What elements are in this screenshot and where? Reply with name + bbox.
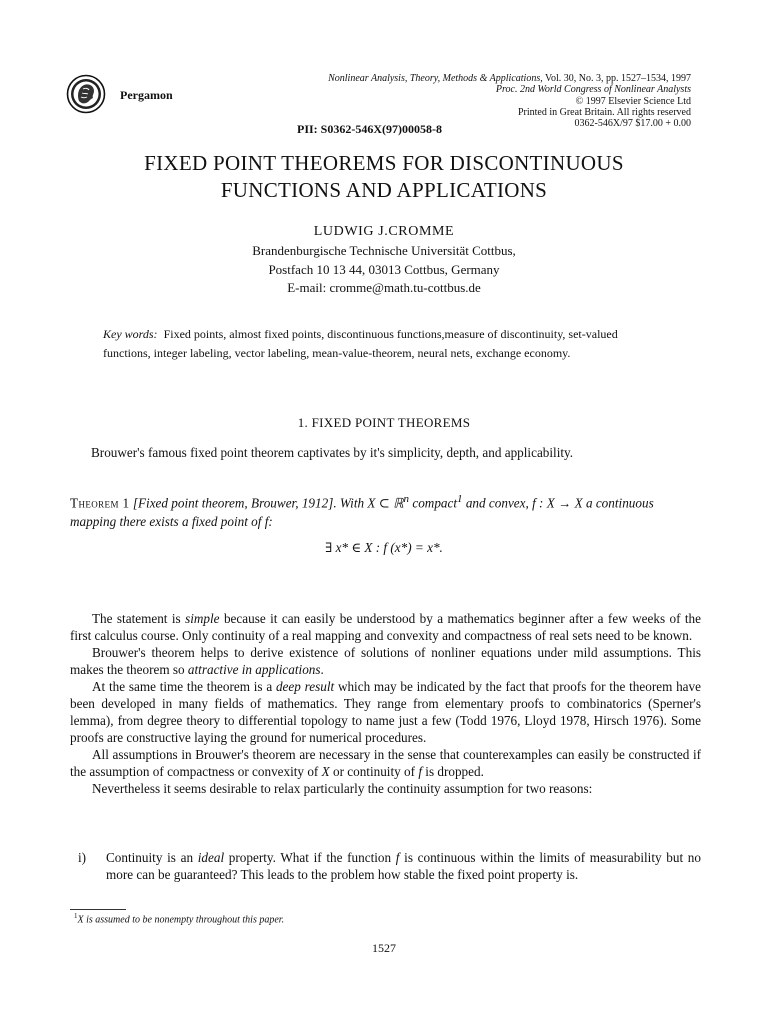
paragraph-4-text-c: is dropped. xyxy=(421,764,484,779)
affiliation-line-1: Brandenburgische Technische Universität Cottbus, xyxy=(252,243,516,258)
list-item-text-b: property. What if the function xyxy=(224,850,396,865)
title-line-1: FIXED POINT THEOREMS FOR DISCONTINUOUS xyxy=(144,151,624,175)
paragraph-4-symbol-x: X xyxy=(321,764,330,779)
paragraph-2 xyxy=(70,644,701,678)
journal-name: Nonlinear Analysis, Theory, Methods & Applications xyxy=(328,73,541,84)
paragraph-5: Nevertheless it seems desirable to relax particularly the continuity assumption for two reasons: xyxy=(92,781,593,796)
paragraph-1-emphasis: simple xyxy=(185,611,220,626)
section-title: 1. FIXED POINT THEOREMS xyxy=(297,415,471,430)
keywords xyxy=(103,325,668,362)
paragraph-4-symbol-f: f xyxy=(418,764,422,779)
paragraph-3-text-b: which may be indicated by the fact that proofs for the theorem have been developed in many fields of mathematics. They range from elementary proofs to combinatorics (Sperner's lemma), from degree theory to differential topology to name just a few (Todd 1976, Lloyd 1978, Hirsch 1976). Some proofs are constructive laying the ground for numerical procedures. xyxy=(70,679,701,745)
footnote-divider xyxy=(70,909,126,910)
footnote-mark: 1 xyxy=(74,912,78,920)
paragraph-4-text-b: or continuity of xyxy=(329,764,419,779)
body-text xyxy=(70,610,701,797)
list-item-symbol-f: f xyxy=(395,850,400,865)
keywords-label: Key words: xyxy=(103,327,158,341)
proceedings-line: Proc. 2nd World Congress of Nonlinear Analysts xyxy=(495,84,691,96)
price-line: 0362-546X/97 $17.00 + 0.00 xyxy=(574,118,691,130)
author-affiliation xyxy=(70,242,698,298)
pergamon-logo-icon xyxy=(66,74,106,114)
list-item xyxy=(78,849,701,883)
paragraph-2-emphasis: attractive in applications xyxy=(187,662,321,677)
printed-line: Printed in Great Britain. All rights reserved xyxy=(517,106,691,118)
footnote-text: X is assumed to be nonempty throughout this paper. xyxy=(77,914,285,926)
author-email: E-mail: cromme@math.tu-cottbus.de xyxy=(287,280,481,295)
affiliation-line-2: Postfach 10 13 44, 03013 Cottbus, Germany xyxy=(268,261,500,277)
theorem-superscript: n xyxy=(403,493,410,505)
list-item-text-a: Continuity is an xyxy=(106,850,198,865)
pii-identifier: PII: S0362-546X(97)00058-8 xyxy=(297,122,442,136)
theorem-formula: ∃ x* ∈ X : f (x*) = x*. xyxy=(325,540,443,555)
publisher-name: Pergamon xyxy=(120,88,173,102)
list-item-emphasis: ideal xyxy=(197,850,225,865)
theorem-text-c: and convex, f : X → X a continuous mapping there exists a fixed point of f: xyxy=(70,495,654,529)
paragraph-2-text-b: . xyxy=(320,662,324,677)
keywords-text: Fixed points, almost fixed points, discontinuous functions,measure of discontinuity, set-valued functions, integer labeling, vector labeling, mean-value-theorem, neural nets, exchange economy. xyxy=(103,327,618,360)
author-name: LUDWIG J.CROMME xyxy=(313,224,455,239)
paragraph-1 xyxy=(70,610,701,644)
list-item-text-c: is continuous within the limits of measurability but no more can be guaranteed? This leads to the problem how stable the fixed point property is. xyxy=(106,850,701,882)
paragraph-1-text-b: because it can easily be understood by a mathematics beginner after a few weeks of the first calculus course. Only continuity of a real mapping and convexity and compactness of real sets need to be known. xyxy=(70,611,701,643)
page-number: 1527 xyxy=(372,941,396,955)
paragraph-4 xyxy=(70,746,701,780)
journal-citation xyxy=(231,73,691,84)
theorem-text-b: compact xyxy=(409,495,458,511)
footnote-reference: 1 xyxy=(457,493,463,505)
paragraph-4-text-a: All assumptions in Brouwer's theorem are necessary in the sense that counterexamples can easily be constructed if the assumption of compactness or convexity of xyxy=(70,747,701,779)
footnote xyxy=(74,912,284,925)
paragraph-3-emphasis: deep result xyxy=(275,679,335,694)
theorem-label: Theorem 1 xyxy=(70,495,130,511)
list-item-text xyxy=(78,849,701,883)
section-intro: Brouwer's famous fixed point theorem captivates by it's simplicity, depth, and applicability. xyxy=(91,445,574,460)
copyright-line: © 1997 Elsevier Science Ltd xyxy=(575,95,691,107)
paragraph-2-text-a: Brouwer's theorem helps to derive existence of solutions of nonliner equations under mild assumptions. This makes the theorem so xyxy=(70,645,701,677)
list-item-marker: i) xyxy=(78,850,87,865)
theorem-1 xyxy=(70,490,701,531)
theorem-text-a: [Fixed point theorem, Brouwer, 1912]. With X ⊂ ℝ xyxy=(132,495,404,511)
title-line-2: FUNCTIONS AND APPLICATIONS xyxy=(220,178,548,202)
paragraph-1-text-a: The statement is xyxy=(92,611,186,626)
paragraph-3 xyxy=(70,678,701,746)
journal-volume: , Vol. 30, No. 3, pp. 1527–1534, 1997 xyxy=(540,73,691,84)
journal-info xyxy=(231,73,691,129)
paper-title xyxy=(70,150,698,204)
paragraph-3-text-a: At the same time the theorem is a xyxy=(92,679,276,694)
